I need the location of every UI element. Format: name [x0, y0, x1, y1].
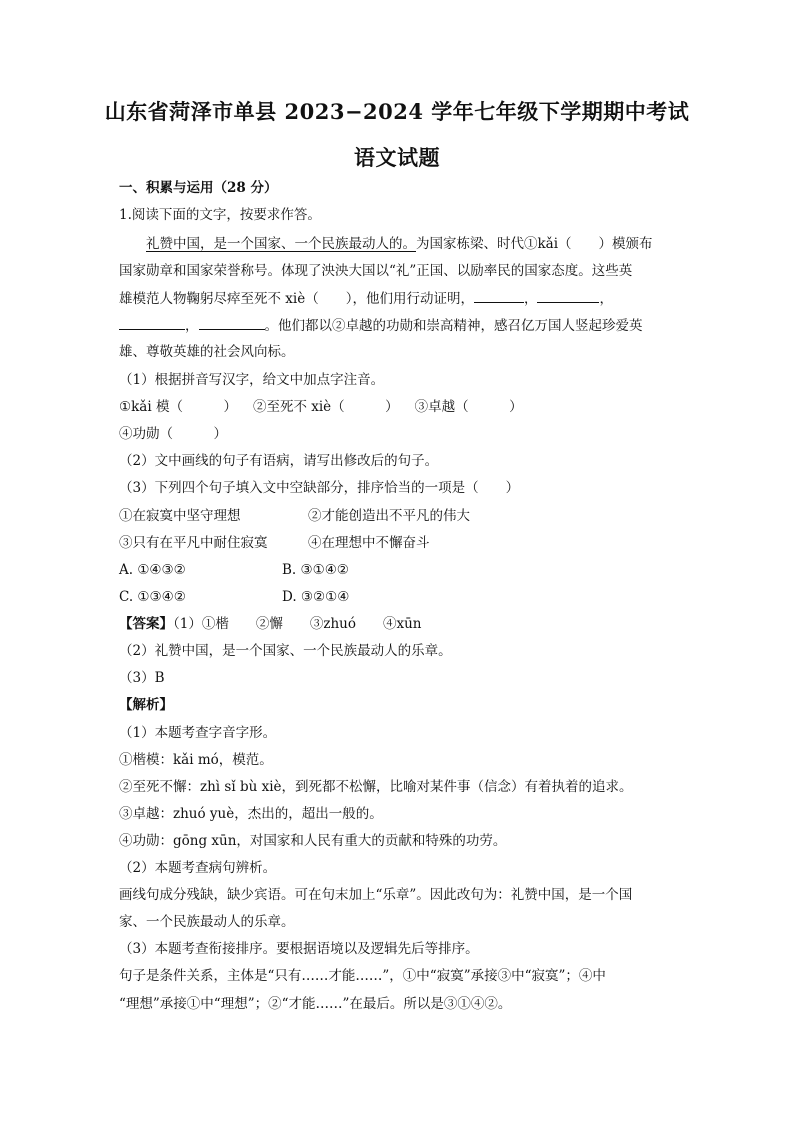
sentence-1: ①在寂寞中坚守理想 [119, 508, 241, 524]
passage-line-1 [146, 236, 653, 252]
sub1-item: ③卓越（ ） [414, 399, 523, 415]
analysis-line: ④功勋：gōng xūn，对国家和人民有重大的贡献和特殊的功劳。 [119, 833, 507, 849]
question-stem: 1.阅读下面的文字，按要求作答。 [119, 207, 321, 223]
answer-label: 【答案】 [119, 616, 173, 632]
answer-line-2: （2）礼赞中国，是一个国家、一个民族最动人的乐章。 [119, 643, 452, 659]
sub-question-1: （1）根据拼音写汉字，给文中加点字注音。 [119, 372, 385, 388]
sentence-3: ③只有在平凡中耐住寂寞 [119, 535, 268, 551]
separator: ， [185, 318, 199, 334]
sub-question-3: （3）下列四个句子填入文中空缺部分，排序恰当的一项是（ ） [119, 480, 520, 496]
answer-line-1 [119, 616, 421, 632]
fill-blank-4[interactable] [199, 317, 265, 330]
answer-text: （1）①楷 ②懈 ③zhuó ④xūn [173, 616, 422, 632]
sub1-items [119, 399, 523, 415]
sub1-item: ②至死不 xiè（ ） [252, 399, 399, 415]
fill-blank-2[interactable] [537, 290, 599, 303]
analysis-line: 句子是条件关系，主体是“只有……才能……”，①中“寂寞”承接③中“寂寞”；④中 [119, 968, 606, 984]
analysis-line: 画线句成分残缺，缺少宾语。可在句末加上“乐章”。因此改句为：礼赞中国，是一个国 [119, 887, 633, 903]
passage-line-4 [119, 317, 643, 334]
fill-blank-3[interactable] [119, 317, 185, 330]
analysis-line: “理想”承接①中“理想”；②“才能……”在最后。所以是③①④②。 [119, 996, 512, 1012]
section-heading: 一、积累与运用（28 分） [119, 180, 278, 196]
fill-blank-1[interactable] [474, 290, 524, 303]
analysis-line: （1）本题考查字音字形。 [119, 725, 277, 741]
analysis-line: ③卓越：zhuó yuè，杰出的，超出一般的。 [119, 806, 383, 822]
separator: ， [599, 291, 613, 307]
analysis-line: ①楷模：kǎi mó，模范。 [119, 752, 273, 768]
passage-line-2: 国家勋章和国家荣誉称号。体现了泱泱大国以“礼”正国、以励率民的国家态度。这些英 [119, 263, 633, 279]
analysis-line: 家、一个民族最动人的乐章。 [119, 914, 295, 930]
answer-line-3: （3）B [119, 670, 165, 686]
passage-text: 雄模范人物鞠躬尽瘁至死不 xiè（ ），他们用行动证明， [119, 291, 474, 307]
analysis-line: （2）本题考查病句辨析。 [119, 860, 277, 876]
option-a: A. ①④③② [119, 562, 186, 578]
sentence-2: ②才能创造出不平凡的伟大 [308, 508, 470, 524]
passage-text: 。他们都以②卓越的功勋和崇高精神，感召亿万国人竖起珍爱英 [264, 318, 643, 334]
sub1-item: ①kǎi 模（ ） [119, 399, 237, 415]
analysis-line: （3）本题考查衔接排序。要根据语境以及逻辑先后等排序。 [119, 941, 479, 957]
option-c: C. ①③④② [119, 589, 186, 605]
analysis-line: ②至死不懈：zhì sǐ bù xiè，到死都不松懈，比喻对某件事（信念）有着执着的追求。 [119, 779, 633, 795]
option-d: D. ③②①④ [282, 589, 350, 605]
sub1-item-4: ④功勋（ ） [119, 426, 227, 442]
sentence-4: ④在理想中不懈奋斗 [308, 535, 430, 551]
sub-question-2: （2）文中画线的句子有语病，请写出修改后的句子。 [119, 453, 439, 469]
document-title: 山东省菏泽市单县 2023−2024 学年七年级下学期期中考试 [104, 99, 690, 124]
document-subtitle: 语文试题 [354, 145, 440, 170]
option-b: B. ③①④② [282, 562, 349, 578]
analysis-label: 【解析】 [119, 697, 173, 713]
passage-line-3 [119, 290, 613, 307]
underlined-sentence: 礼赞中国，是一个国家、一个民族最动人的。 [146, 236, 416, 252]
separator: ， [523, 291, 538, 307]
passage-line-5: 雄、尊敬英雄的社会风向标。 [119, 344, 295, 360]
passage-text: 为国家栋梁、时代①kǎi（ ）模颁布 [416, 236, 653, 252]
